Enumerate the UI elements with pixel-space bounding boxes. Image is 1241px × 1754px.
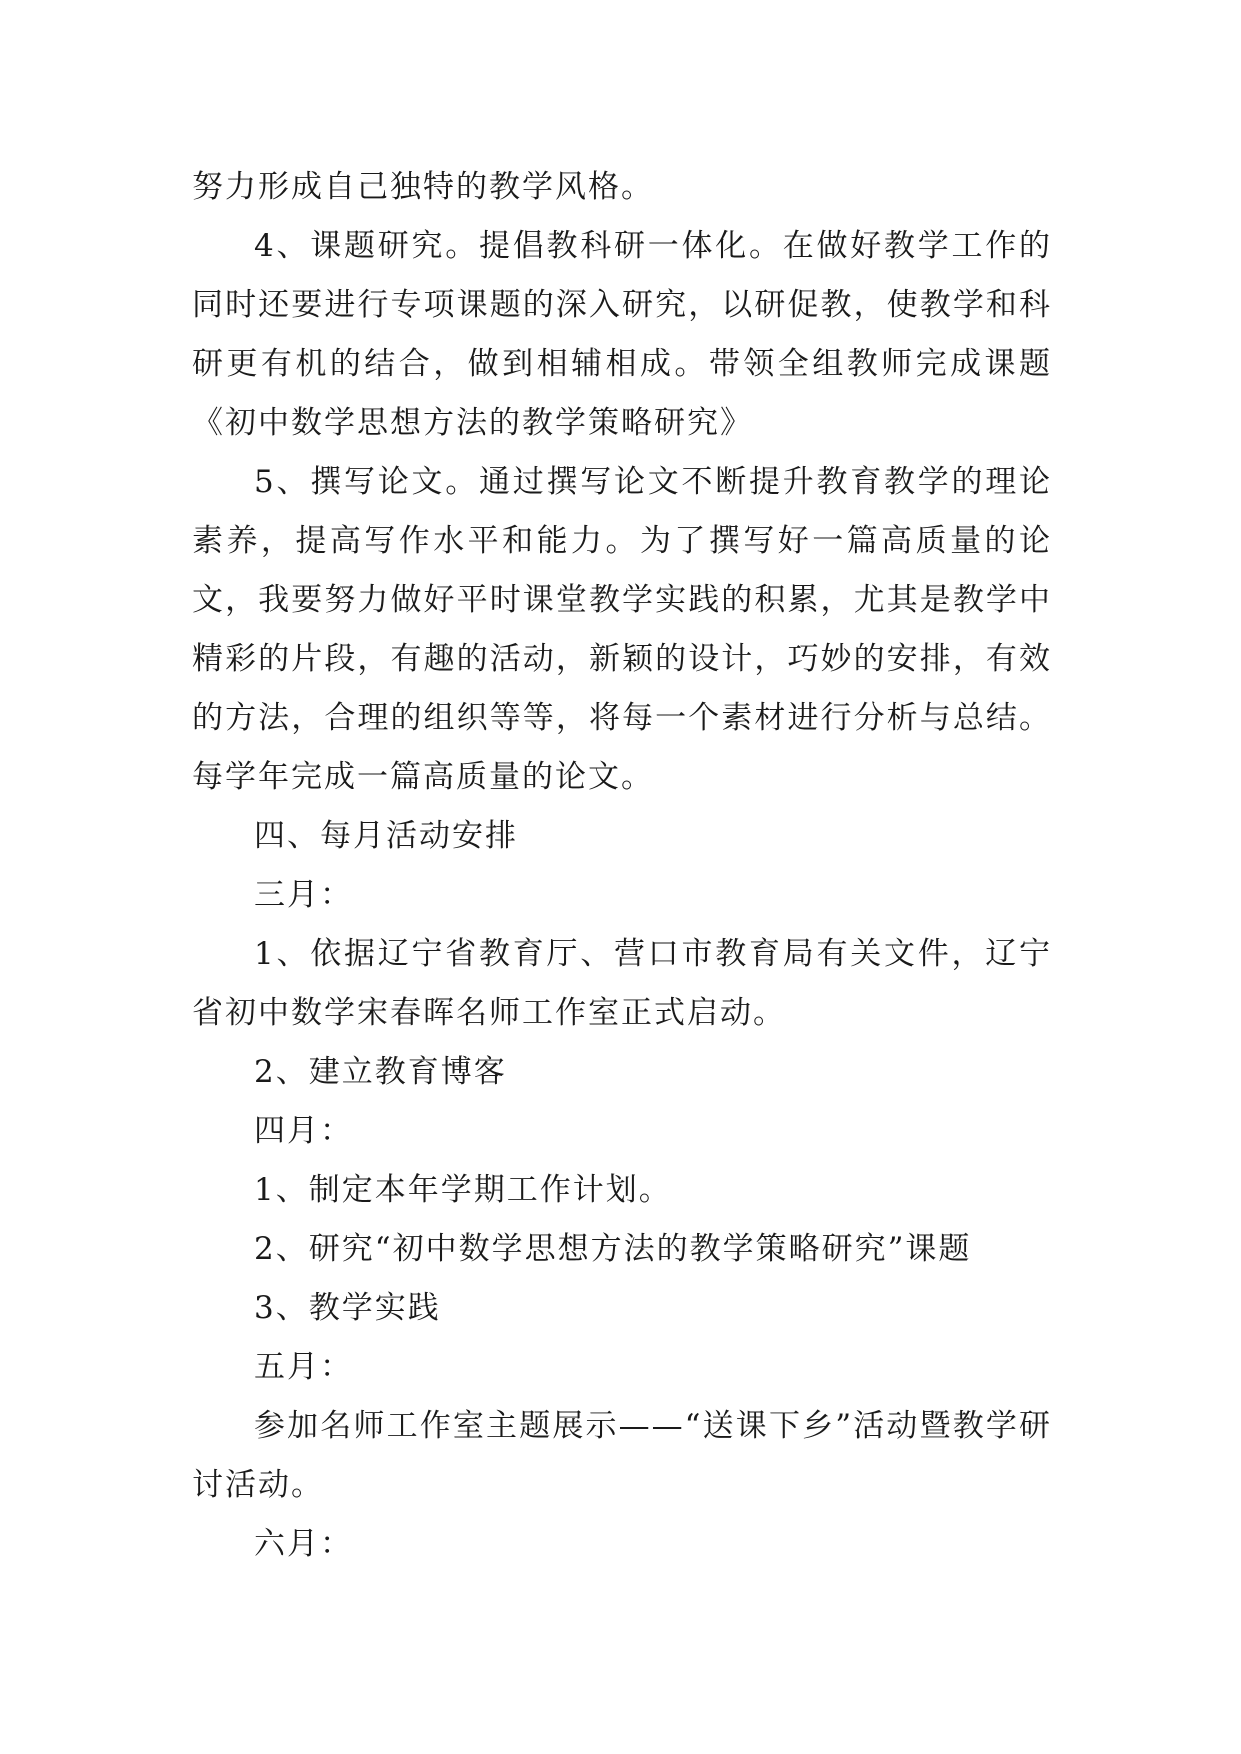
paragraph-continuation: 努力形成自己独特的教学风格。 <box>192 169 654 205</box>
month-heading-april: 四月： <box>254 1113 353 1149</box>
list-item-may-1: 参加名师工作室主题展示——“送课下乡”活动暨教学研讨活动。 <box>192 1408 1052 1503</box>
list-item-march-1: 1、依据辽宁省教育厅、营口市教育局有关文件，辽宁省初中数学宋春晖名师工作室正式启动。 <box>192 936 1052 1031</box>
list-item-march-2: 2、建立教育博客 <box>254 1054 507 1090</box>
list-item-april-3: 3、教学实践 <box>254 1290 441 1326</box>
month-heading-march: 三月： <box>254 877 353 913</box>
list-item-april-2: 2、研究“初中数学思想方法的教学策略研究”课题 <box>254 1231 972 1267</box>
document-body <box>192 158 1052 1574</box>
month-heading-june: 六月： <box>254 1526 353 1562</box>
month-heading-may: 五月： <box>254 1349 353 1385</box>
paragraph-topic-research: 4、课题研究。提倡教科研一体化。在做好教学工作的同时还要进行专项课题的深入研究，以研促教，使教学和科研更有机的结合，做到相辅相成。带领全组教师完成课题《初中数学思想方法的教学策略研究》 <box>192 228 1052 441</box>
section-heading-monthly-plan: 四、每月活动安排 <box>254 818 518 854</box>
list-item-april-1: 1、制定本年学期工作计划。 <box>254 1172 672 1208</box>
paragraph-paper-writing: 5、撰写论文。通过撰写论文不断提升教育教学的理论素养，提高写作水平和能力。为了撰写好一篇高质量的论文，我要努力做好平时课堂教学实践的积累，尤其是教学中精彩的片段，有趣的活动，新颖的设计，巧妙的安排，有效的方法，合理的组织等等，将每一个素材进行分析与总结。每学年完成一篇高质量的论文。 <box>192 464 1052 795</box>
